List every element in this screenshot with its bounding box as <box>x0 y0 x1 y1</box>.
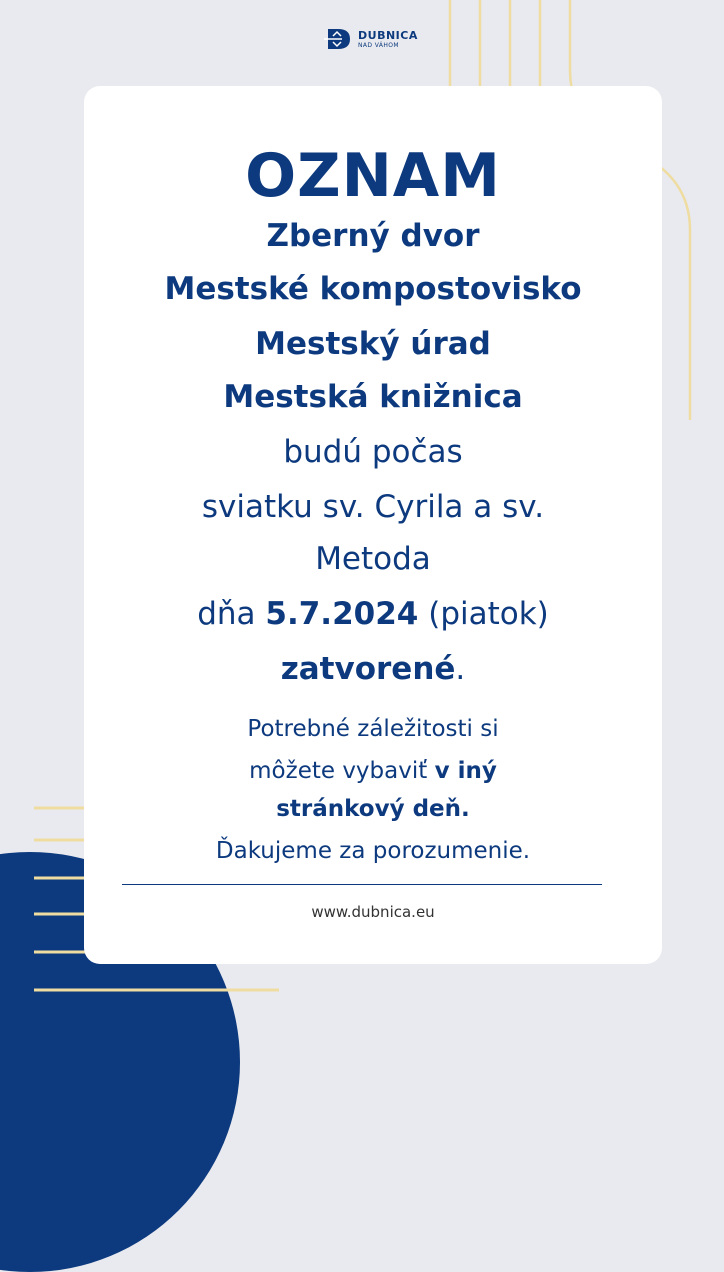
info-line-1: Potrebné záležitosti si <box>247 716 499 742</box>
logo-subtitle: NAD VÁHOM <box>358 41 399 49</box>
place-library: Mestská knižnica <box>223 379 523 415</box>
notice-text-line-1: budú počas <box>283 434 463 470</box>
website-link[interactable]: www.dubnica.eu <box>311 903 435 921</box>
info-line-2 <box>84 758 662 784</box>
date-prefix: dňa <box>197 596 266 632</box>
closed-punctuation: . <box>455 651 466 687</box>
notice-date-line <box>84 596 662 632</box>
notice-text-line-3: Metoda <box>315 541 431 577</box>
notice-text-line-2: sviatku sv. Cyrila a sv. <box>201 489 545 525</box>
footer-divider <box>122 884 602 885</box>
info-line-2-text: môžete vybaviť <box>249 758 435 784</box>
logo-name: DUBNICA <box>358 28 418 42</box>
notice-closed-line <box>84 651 662 687</box>
info-line-4: Ďakujeme za porozumenie. <box>215 838 531 864</box>
date-weekday: (piatok) <box>418 596 549 632</box>
dubnica-logo-icon <box>324 27 352 51</box>
city-logo <box>324 27 418 51</box>
notice-title: OZNAM <box>245 141 501 211</box>
closed-status: zatvorené <box>280 651 456 687</box>
closing-date: 5.7.2024 <box>265 596 419 632</box>
place-composting-site: Mestské kompostovisko <box>164 271 582 307</box>
place-municipal-office: Mestský úrad <box>255 326 491 362</box>
notice-card <box>84 86 662 964</box>
info-line-2-bold: v iný <box>434 758 497 784</box>
info-line-3: stránkový deň. <box>276 796 470 822</box>
place-collection-yard: Zberný dvor <box>266 218 480 254</box>
